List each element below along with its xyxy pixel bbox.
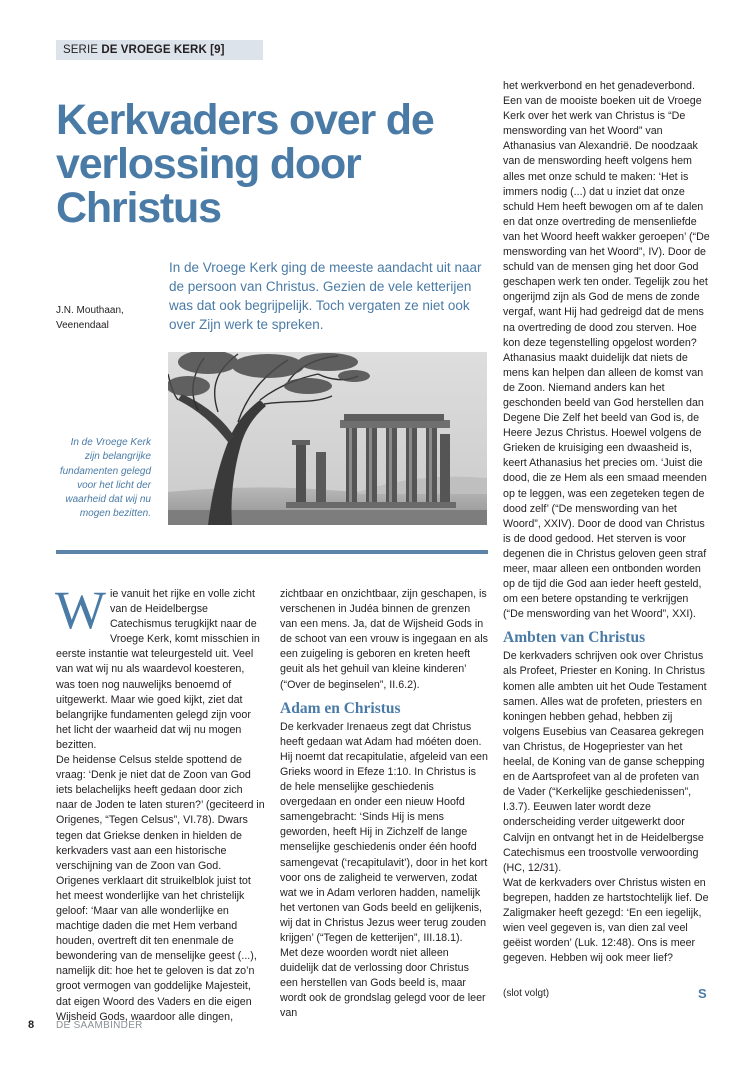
article-title: Kerkvaders over de verlossing door Christus (56, 96, 434, 232)
page-number: 8 (28, 1019, 35, 1031)
body-column-2 (280, 587, 488, 1022)
end-mark-icon: S (698, 986, 707, 1001)
body-column-3 (503, 79, 710, 966)
subheading-adam: Adam en Christus (280, 699, 401, 717)
paragraph (55, 580, 265, 753)
temple-ruins-photo (168, 352, 487, 525)
series-prefix: SERIE (63, 44, 102, 56)
author-place: Veenendaal (56, 320, 109, 331)
body-column-1 (55, 580, 265, 1025)
author-name: J.N. Mouthaan, (56, 305, 124, 316)
paragraph: De kerkvader Irenaeus zegt dat Christus heeft gedaan wat Adam had móéten doen. Hij noemt dat recapitulatie, afgeleid van een Grieks woord in Efeze 1:10. In Christus is de hele menselijke geschiedenis overgedaan en onder een nieuw Hoofd samengebracht: ‘Sinds Hij is mens geworden, heeft Hij in Zichzelf de lange menselijke geschiedenis onder één hoofd samengevat (‘recapitulavit’), door in het kort voor ons de zaligheid te verwerven, zodat wat we in Adam verloren hadden, namelijk het vertonen van Gods beeld en gelijkenis, wij dat in Christus Jezus weer terug zouden krijgen’ (“Tegen de ketterijen”, III.18.1). (280, 720, 488, 944)
article-lead: In de Vroege Kerk ging de meeste aandacht uit naar de persoon van Christus. Gezien de vele ketterijen was dat ook begrijpelijk. Toch vergaten ze niet ook over Zijn werk te spreken. (169, 260, 482, 332)
paragraph: Wat de kerkvaders over Christus wisten en begrepen, hadden ze hartstochtelijk lief. De Zaligmaker heeft gezegd: ‘En een iegelijk, wien veel gegeven is, van dien zal veel geëist worden’ (Luk. 12:48). Ons is meer gegeven. Hebben wij ook meer lief? (503, 876, 709, 965)
photo-caption: In de Vroege Kerk zijn belangrijke fundamenten gelegd voor het licht der waarheid dat wij nu mogen bezitten. (59, 437, 151, 520)
paragraph: De kerkvaders schrijven ook over Christus als Profeet, Priester en Koning. In Christus komen alle ambten uit het Oude Testament samen. Alles wat de profeten, priesters en koningen hebben gehad, hebben zij volgens Eusebius van Ceasarea gekregen van Christus, de Hogepriester van het heelal, de Koning van de ganse schepping en de Aartsprofeet van al de profeten van de Vader (“Kerkelijke geschiedenissen”, I.3.7). Eeuwen later wordt deze onderscheiding verder uitgewerkt door Calvijn en ontvangt het in de Heidelbergse Catechismus een troostvolle verwoording (HC, 12/31). (503, 650, 707, 874)
series-label (56, 40, 263, 60)
series-name: DE VROEGE KERK [9] (101, 44, 225, 56)
paragraph: De heidense Celsus stelde spottend de vraag: ‘Denk je niet dat de Zoon van God iets belachelijks heeft gedaan door zich naar de Joden te laten sturen?’ (geciteerd in Origenes, “Tegen Celsus”, VI.78). Dwars tegen dat Griekse denken in hielden de kerkvaders vast aan een historische verschijning van de Zoon van God. Origenes verklaart dit struikelblok juist tot het meest wonderlijke van het christelijk geloof: ‘Maar van alle wonderlijke en machtige daden die met Hem verband houden, overtreft dit ten enenmale de bewondering van de menselijke geest (...), namelijk dit: hoe het te geloven is dat zo’n groot vermogen van goddelijke Majesteit, dat eigen Woord des Vaders en die eigen Wijsheid Gods, waardoor alle dingen, (56, 754, 265, 1023)
paragraph: Athanasius maakt duidelijk dat niets de mens kan helpen dan alleen de komst van de Zoon. Niemand anders kan het geschonden beeld van God herstellen dan Degene Die Zelf het beeld van God is, de Heere Jezus Christus. Hoewel volgens de Grieken de kruisiging een dwaasheid is, keert Athanasius het precies om. ‘Juist die dood, die ze Hem als een smaad meenden op te leggen, was een zegeteken tegen de dood zelf’ (“De menswording van het Woord”, XXIV). Door de dood van Christus is de dood gedood. Het sterven is voor degenen die in Christus geloven geen straf meer, maar alleen een ontbonden worden op de tijd die God aan ieder heeft gesteld, om een betere opstanding te verkrijgen (“De menswording van het Woord”, XXI). (503, 351, 707, 621)
magazine-name: DE SAAMBINDER (56, 1020, 143, 1031)
section-divider (56, 550, 488, 554)
author-byline (56, 303, 166, 333)
continued-note: (slot volgt) (503, 988, 550, 999)
subheading-ambten: Ambten van Christus (503, 629, 646, 647)
paragraph-text: ie vanuit het rijke en volle zicht van de Heidelbergse Catechismus terugkijkt naar de Vroege Kerk, komt misschien in eerste instantie wat teleurgesteld uit. Veel van wat wij nu als waardevol koesteren, was toen nog nauwelijks benoemd of uitgewerkt. Maar wie goed kijkt, ziet dat belangrijke fundamenten gelegd zijn voor het licht der waarheid dat wij nu mogen bezitten. (56, 588, 260, 751)
paragraph: Met deze woorden wordt niet alleen duidelijk dat de verlossing door Christus een herstellen van Gods beeld is, maar wordt ook de grondslag gelegd voor de leer van (280, 947, 486, 1020)
paragraph: zichtbaar en onzichtbaar, zijn geschapen, is verschenen in Judéa binnen de grenzen van een mens. Ja, dat de Wijsheid Gods in de schoot van een vrouw is ingegaan en als een zuigeling is geboren en kreten heeft geuit als het gehuil van kleine kinderen’ (“Over de beginselen”, II.6.2). (280, 588, 488, 691)
paragraph: het werkverbond en het genadeverbond. Een van de mooiste boeken uit de Vroege Kerk over het werk van Christus is “De menswording van het Woord” van Athanasius van Alexandrië. De noodzaak van de menswording heeft volgens hem alles met onze schuld te maken: ‘Het is immers nodig (...) dat u inziet dat onze schuld Hem heeft bewogen om af te dalen en dat onze overtreding de mensenliefde van het Woord heeft wakker geroepen’ (“De menswording van het Woord”, IV). Door de schuld van de mensen ging het door God geschapen werk ten onder. Tegelijk zou het ongerijmd zijn als God de mens de zonde vergaf, want Hij had gedreigd dat de mens na overtreding de dood zou sterven. Hoe kon deze tegenstelling opgelost worden? (503, 80, 710, 349)
drop-cap: W (55, 580, 106, 640)
